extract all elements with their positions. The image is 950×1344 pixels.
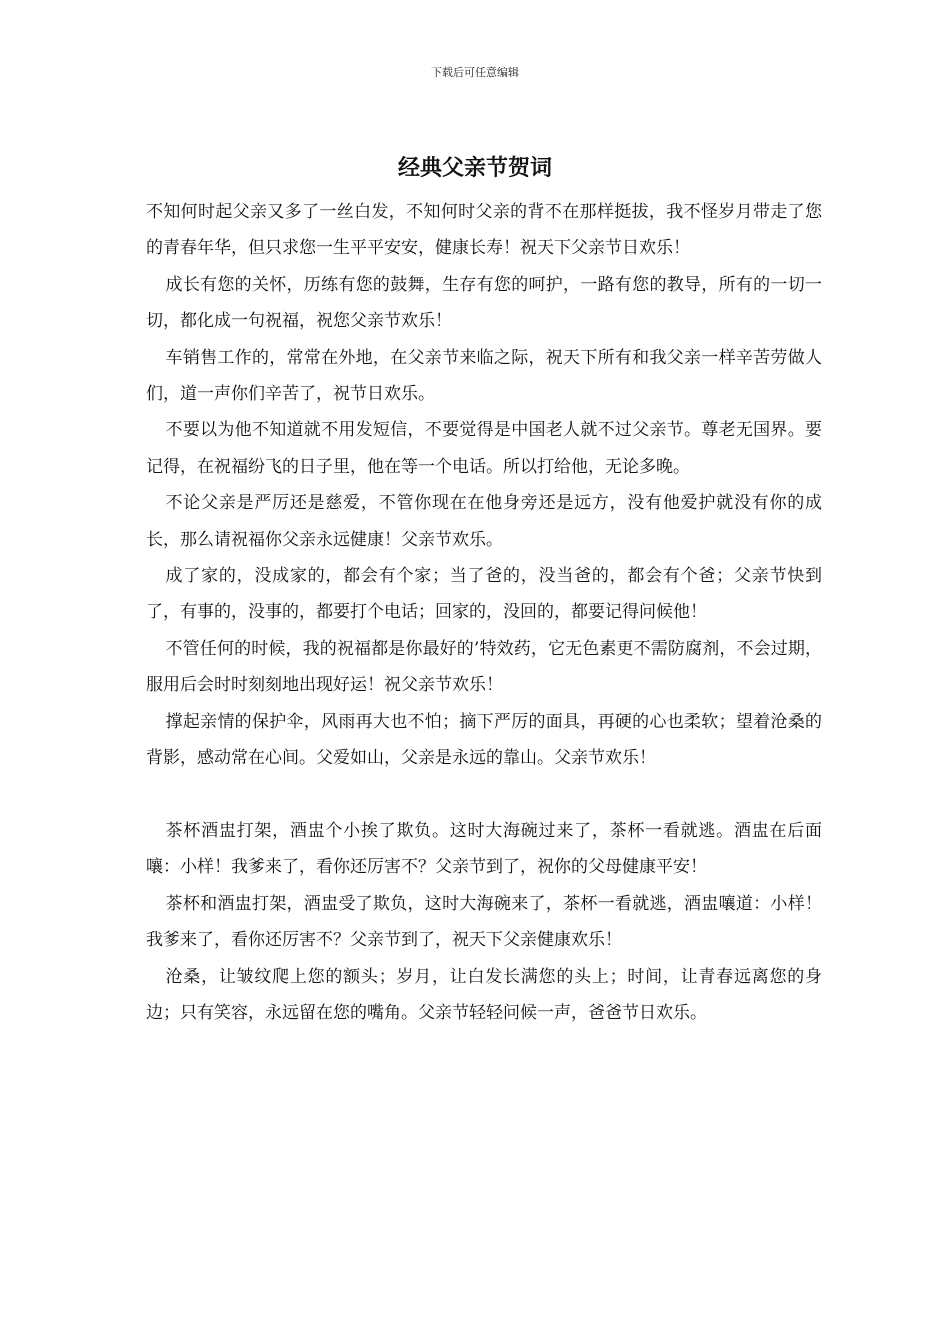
- paragraph-10: 茶杯和酒盅打架，酒盅受了欺负，这时大海碗来了，茶杯一看就逃，酒盅嚷道：小样！我爹来了，看你还厉害不？父亲节到了，祝天下父亲健康欢乐！: [146, 893, 822, 951]
- paragraph-5: 不论父亲是严厉还是慈爱，不管你现在在他身旁还是远方，没有他爱护就没有你的成长，那么请祝福你父亲永远健康！父亲节欢乐。: [146, 493, 822, 550]
- paragraph-7: 不管任何的时候，我的祝福都是你最好的’特效药，它无色素更不需防腐剂，不会过期，服用后会时时刻刻地出现好运！祝父亲节欢乐！: [146, 638, 822, 696]
- document-body: [146, 194, 822, 1031]
- header-note: 下载后可任意编辑: [431, 66, 519, 79]
- paragraph-6: 成了家的，没成家的，都会有个家；当了爸的，没当爸的，都会有个爸；父亲节快到了，有事的，没事的，都要打个电话；回家的，没回的，都要记得问候他！: [146, 566, 822, 623]
- blank-line: [146, 777, 822, 813]
- paragraph-1: 不知何时起父亲又多了一丝白发，不知何时父亲的背不在那样挺拔，我不怪岁月带走了您的青春年华，但只求您一生平平安安，健康长寿！祝天下父亲节日欢乐！: [146, 202, 822, 259]
- paragraph-4: 不要以为他不知道就不用发短信，不要觉得是中国老人就不过父亲节。尊老无国界。要记得，在祝福纷飞的日子里，他在等一个电话。所以打给他，无论多晚。: [146, 420, 822, 477]
- paragraph-9: 茶杯酒盅打架，酒盅个小挨了欺负。这时大海碗过来了，茶杯一看就逃。酒盅在后面嚷：小样！我爹来了，看你还厉害不？父亲节到了，祝你的父母健康平安！: [146, 820, 822, 878]
- paragraph-8: 撑起亲情的保护伞，风雨再大也不怕；摘下严厉的面具，再硬的心也柔软；望着沧桑的背影，感动常在心间。父爱如山，父亲是永远的靠山。父亲节欢乐！: [146, 711, 822, 769]
- paragraph-2: 成长有您的关怀，历练有您的鼓舞，生存有您的呵护，一路有您的教导，所有的一切一切，都化成一句祝福，祝您父亲节欢乐！: [146, 274, 822, 332]
- paragraph-11: 沧桑，让皱纹爬上您的额头；岁月，让白发长满您的头上；时间，让青春远离您的身边；只有笑容，永远留在您的嘴角。父亲节轻轻问候一声，爸爸节日欢乐。: [146, 966, 822, 1023]
- paragraph-3: 车销售工作的，常常在外地，在父亲节来临之际，祝天下所有和我父亲一样辛苦劳做人们，道一声你们辛苦了，祝节日欢乐。: [146, 347, 822, 405]
- document-title: 经典父亲节贺词: [397, 155, 552, 181]
